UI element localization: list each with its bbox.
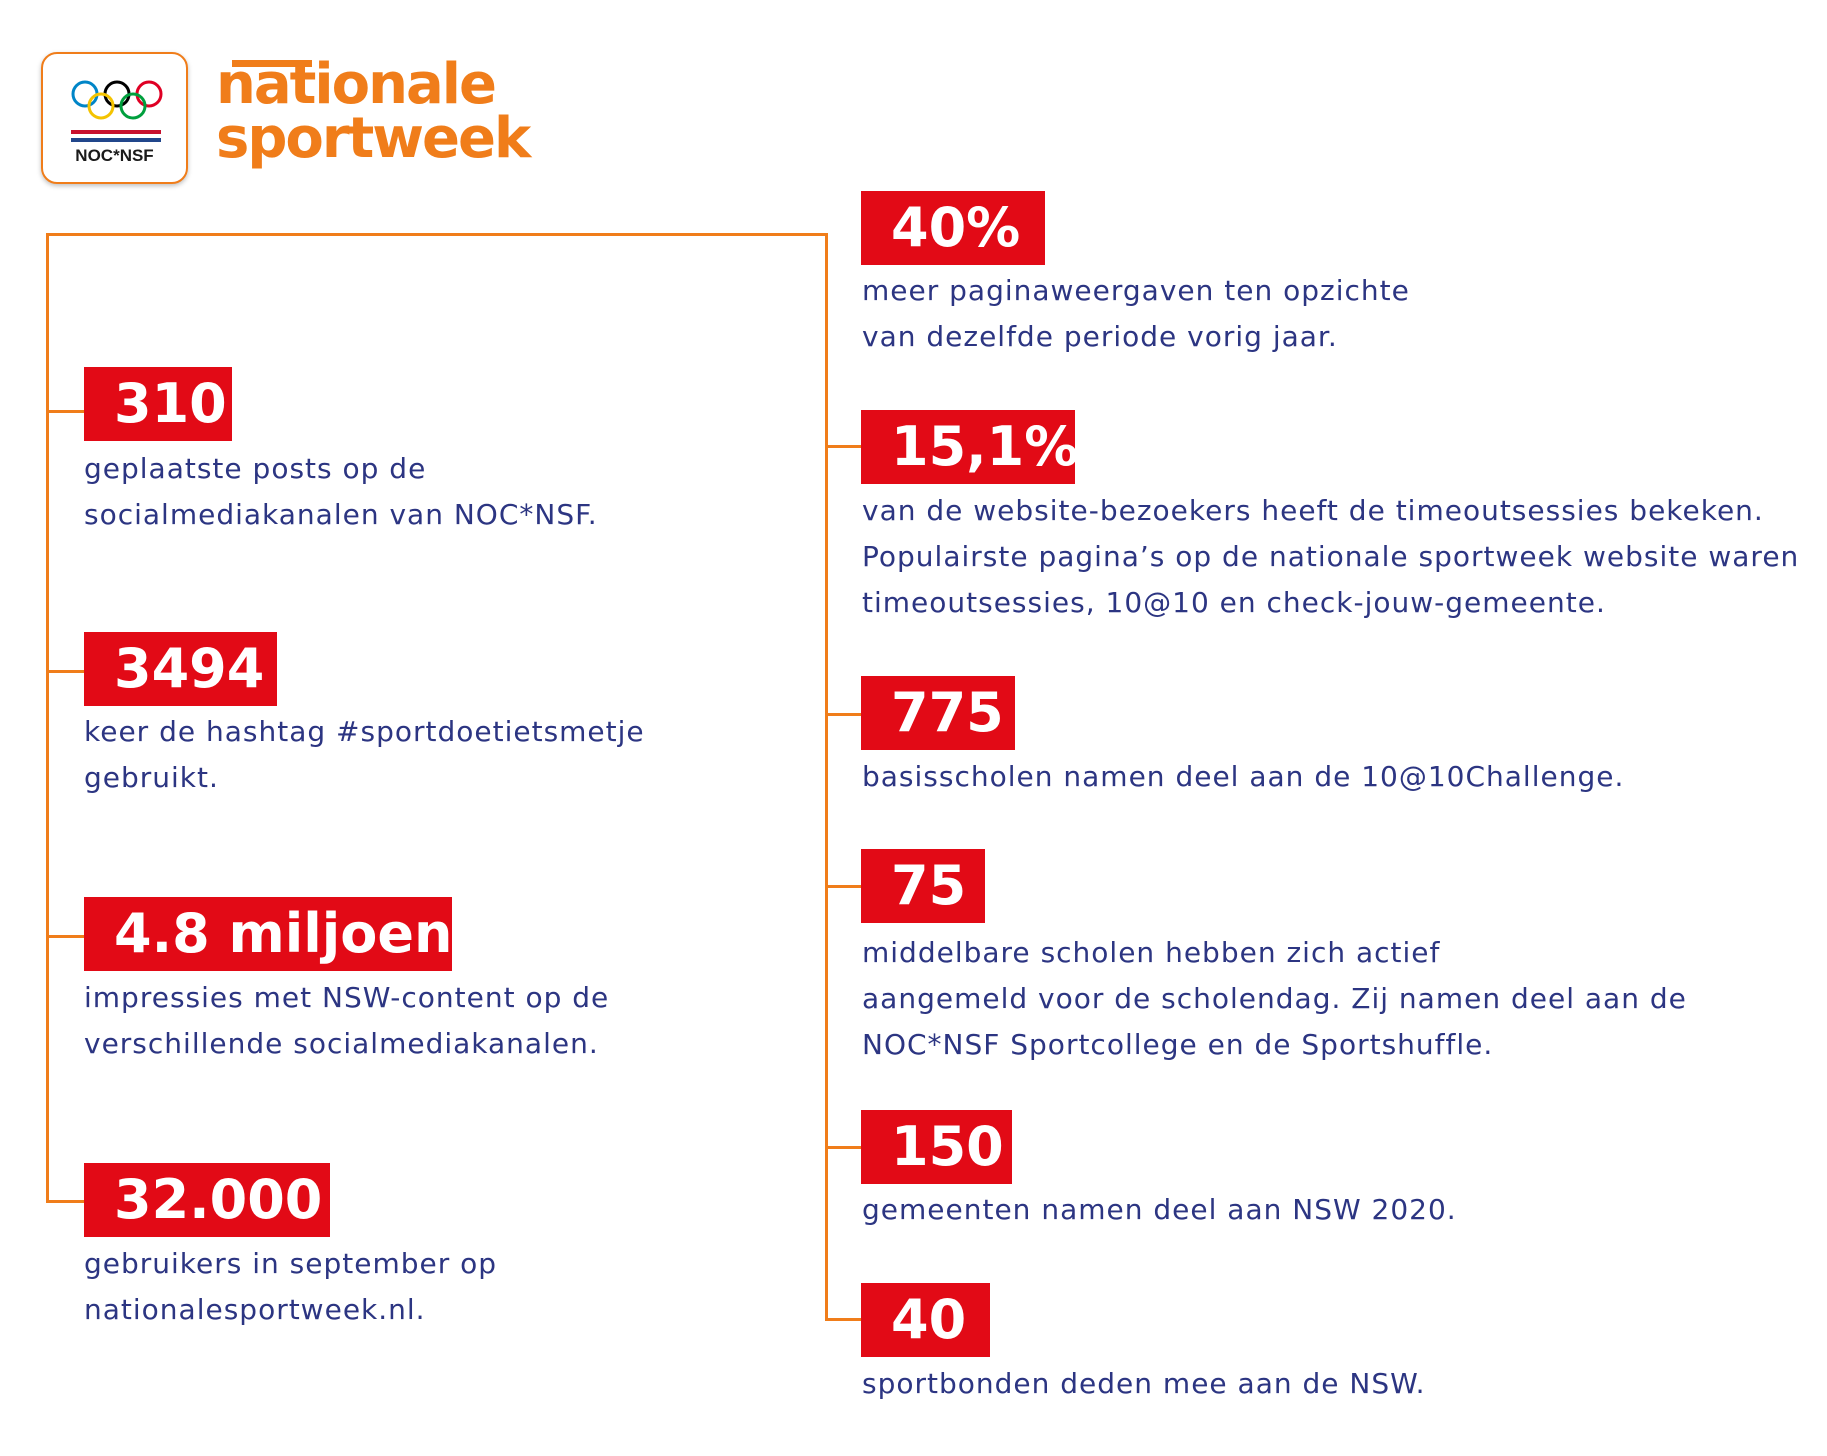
flag-stripe-blue (71, 138, 161, 142)
desc-line: aangemeld voor de scholendag. Zij namen deel aan de (862, 982, 1687, 1015)
stat-description (84, 446, 598, 538)
logo-org-text: NOC*NSF (75, 146, 154, 165)
desc-line: impressies met NSW-content op de (84, 981, 610, 1014)
stat-description (84, 1241, 497, 1333)
desc-line: middelbare scholen hebben zich actief (862, 936, 1441, 969)
desc-line: van dezelfde periode vorig jaar. (862, 320, 1338, 353)
stat-description (862, 268, 1410, 360)
stat-badge: 775 (861, 676, 1015, 750)
stat-badge: 150 (861, 1110, 1012, 1184)
brand-wordmark (216, 52, 530, 171)
desc-line: keer de hashtag #sportdoetietsmetje (84, 715, 645, 748)
left-branch-1 (46, 410, 84, 413)
stat-badge: 310 (84, 367, 232, 441)
stat-description (862, 930, 1687, 1068)
stat-badge: 15,1% (861, 410, 1075, 484)
olympic-rings-icon (69, 78, 165, 124)
stat-badge: 32.000 (84, 1163, 330, 1237)
noc-nsf-logo (41, 52, 188, 184)
desc-line: geplaatste posts op de (84, 452, 427, 485)
stat-badge: 40% (861, 191, 1045, 265)
desc-line: sportbonden deden mee aan de NSW. (862, 1367, 1426, 1400)
desc-line: timeoutsessies, 10@10 en check-jouw-gemeente. (862, 586, 1606, 619)
brand-line-1: nationale (216, 52, 495, 117)
desc-line: Populairste pagina’s op de nationale sportweek website waren (862, 540, 1800, 573)
desc-line: basisscholen namen deel aan de 10@10Challenge. (862, 760, 1625, 793)
desc-line: van de website-bezoekers heeft de timeoutsessies bekeken. (862, 494, 1764, 527)
right-branch-4 (825, 885, 861, 888)
stat-description (84, 709, 645, 801)
desc-line: NOC*NSF Sportcollege en de Sportshuffle. (862, 1028, 1494, 1061)
left-branch-4 (46, 1200, 84, 1203)
stat-badge: 40 (861, 1283, 990, 1357)
right-branch-2 (825, 445, 861, 448)
stat-description (862, 754, 1624, 800)
right-branch-5 (825, 1146, 861, 1149)
stat-description (862, 1187, 1457, 1233)
desc-line: socialmediakanalen van NOC*NSF. (84, 498, 598, 531)
desc-line: meer paginaweergaven ten opzichte (862, 274, 1410, 307)
stat-badge: 75 (861, 849, 985, 923)
stat-description (84, 975, 609, 1067)
left-vertical-line (46, 233, 49, 1203)
left-branch-2 (46, 670, 84, 673)
left-branch-3 (46, 935, 84, 938)
right-branch-6 (825, 1318, 861, 1321)
desc-line: gebruikt. (84, 761, 219, 794)
desc-line: gemeenten namen deel aan NSW 2020. (862, 1193, 1457, 1226)
right-branch-3 (825, 713, 861, 716)
stat-description (862, 1361, 1426, 1407)
brand-line-2: sportweek (216, 106, 530, 171)
stat-badge: 3494 (84, 632, 277, 706)
right-vertical-line (825, 233, 828, 1321)
desc-line: gebruikers in september op (84, 1247, 498, 1280)
desc-line: nationalesportweek.nl. (84, 1293, 426, 1326)
top-connector-line (46, 233, 828, 236)
desc-line: verschillende socialmediakanalen. (84, 1027, 599, 1060)
stat-description (862, 488, 1799, 626)
stat-badge: 4.8 miljoen (84, 897, 452, 971)
